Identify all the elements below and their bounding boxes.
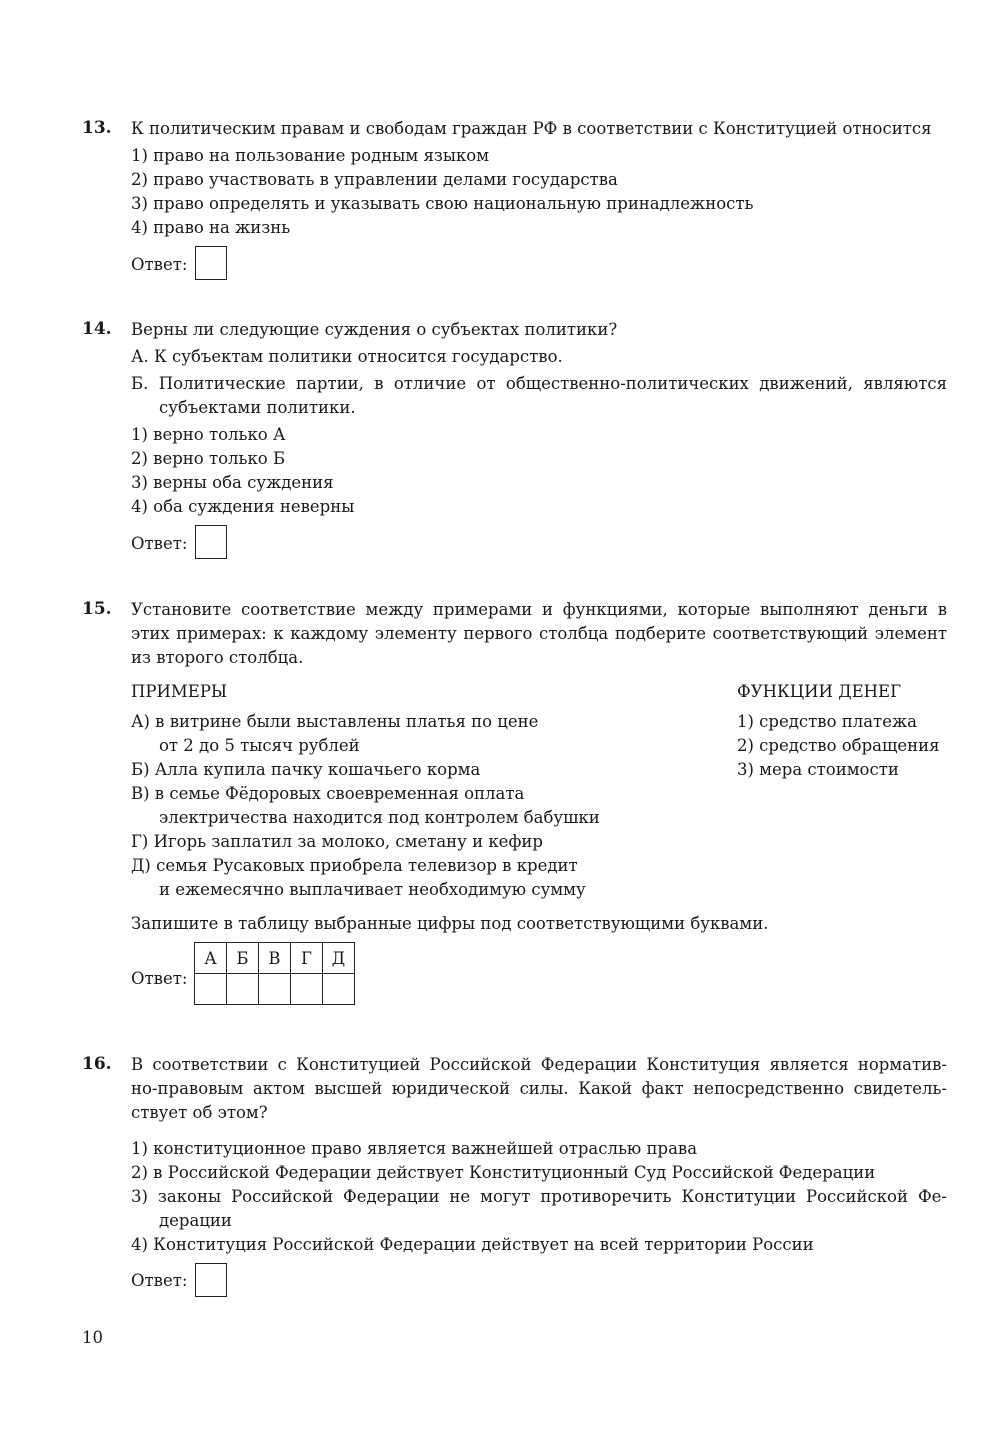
q15-answer-label: Ответ:: [131, 969, 188, 988]
answer-cell-a[interactable]: [195, 974, 227, 1005]
q14-statement-a: А. К субъектам политики относится государство.: [131, 347, 563, 366]
function-2: 2) средство обращения: [737, 736, 940, 755]
q16-option-4: 4) Конституция Российской Федерации действует на всей территории России: [131, 1235, 814, 1254]
answer-table-header-b: Б: [227, 943, 259, 974]
example-d: Д) семья Русаковых приобрела телевизор в кредит: [131, 856, 578, 875]
answer-cell-g[interactable]: [291, 974, 323, 1005]
functions-header: ФУНКЦИИ ДЕНЕГ: [737, 682, 902, 701]
question-13-number: 13.: [82, 118, 112, 138]
q14-option-1: 1) верно только А: [131, 425, 286, 444]
question-13-text: К политическим правам и свободам граждан РФ в соответствии с Конституцией относится: [131, 119, 932, 138]
q13-answer-label: Ответ:: [131, 255, 188, 274]
q14-answer-box[interactable]: [195, 525, 227, 559]
answer-cell-b[interactable]: [227, 974, 259, 1005]
answer-cell-v[interactable]: [259, 974, 291, 1005]
q14-answer-label: Ответ:: [131, 534, 188, 553]
q13-option-3: 3) право определять и указывать свою национальную принадлежность: [131, 194, 754, 213]
q16-answer-box[interactable]: [195, 1263, 227, 1297]
q14-statement-b: Б. Политические партии, в отличие от общественно-политических движений, являются: [131, 374, 947, 393]
q15-instruction: Запишите в таблицу выбранные цифры под соответствующими буквами.: [131, 914, 769, 933]
question-15-text-line-1: Установите соответствие между примерами и функциями, которые выполняют деньги в: [131, 600, 947, 619]
answer-table-header-v: В: [259, 943, 291, 974]
question-16-text-line-2: но-правовым актом высшей юридической силы. Какой факт непосредственно свидетель-: [131, 1079, 947, 1098]
question-15-text-line-3: из второго столбца.: [131, 648, 304, 667]
q14-statement-b-cont: субъектами политики.: [159, 398, 356, 417]
page-number: 10: [82, 1328, 103, 1347]
example-b: Б) Алла купила пачку кошачьего корма: [131, 760, 481, 779]
example-a: А) в витрине были выставлены платья по цене: [131, 712, 539, 731]
question-15-number: 15.: [82, 599, 112, 619]
q16-option-3-cont: дерации: [159, 1211, 232, 1230]
question-15-text-line-2: этих примерах: к каждому элементу первого столбца подберите соответствующий элемент: [131, 624, 947, 643]
q16-answer-label: Ответ:: [131, 1271, 188, 1290]
function-3: 3) мера стоимости: [737, 760, 899, 779]
q16-option-1: 1) конституционное право является важнейшей отраслью права: [131, 1139, 698, 1158]
question-16-text-line-3: ствует об этом?: [131, 1103, 268, 1122]
q16-option-2: 2) в Российской Федерации действует Конституционный Суд Российской Федерации: [131, 1163, 876, 1182]
q13-option-2: 2) право участвовать в управлении делами государства: [131, 170, 618, 189]
q15-answer-table: [194, 942, 355, 1005]
example-g: Г) Игорь заплатил за молоко, сметану и кефир: [131, 832, 543, 851]
q14-option-4: 4) оба суждения неверны: [131, 497, 355, 516]
answer-table-header-g: Г: [291, 943, 323, 974]
example-a-cont: от 2 до 5 тысяч рублей: [159, 736, 360, 755]
answer-table-input-row: [195, 974, 355, 1005]
function-1: 1) средство платежа: [737, 712, 917, 731]
answer-table-header-d: Д: [323, 943, 355, 974]
q16-option-3: 3) законы Российской Федерации не могут противоречить Конституции Российской Фе-: [131, 1187, 947, 1206]
question-16-number: 16.: [82, 1054, 112, 1074]
example-v-cont: электричества находится под контролем бабушки: [159, 808, 600, 827]
question-14-text: Верны ли следующие суждения о субъектах политики?: [131, 320, 618, 339]
q13-answer-box[interactable]: [195, 246, 227, 280]
q13-option-1: 1) право на пользование родным языком: [131, 146, 490, 165]
q14-option-3: 3) верны оба суждения: [131, 473, 334, 492]
q13-option-4: 4) право на жизнь: [131, 218, 291, 237]
answer-cell-d[interactable]: [323, 974, 355, 1005]
question-14-number: 14.: [82, 319, 112, 339]
example-d-cont: и ежемесячно выплачивает необходимую сумму: [159, 880, 586, 899]
answer-table-header-row: [195, 943, 355, 974]
q14-option-2: 2) верно только Б: [131, 449, 286, 468]
question-16-text-line-1: В соответствии с Конституцией Российской Федерации Конституция является норматив-: [131, 1055, 947, 1074]
examples-header: ПРИМЕРЫ: [131, 682, 228, 701]
example-v: В) в семье Фёдоровых своевременная оплата: [131, 784, 525, 803]
answer-table-header-a: А: [195, 943, 227, 974]
